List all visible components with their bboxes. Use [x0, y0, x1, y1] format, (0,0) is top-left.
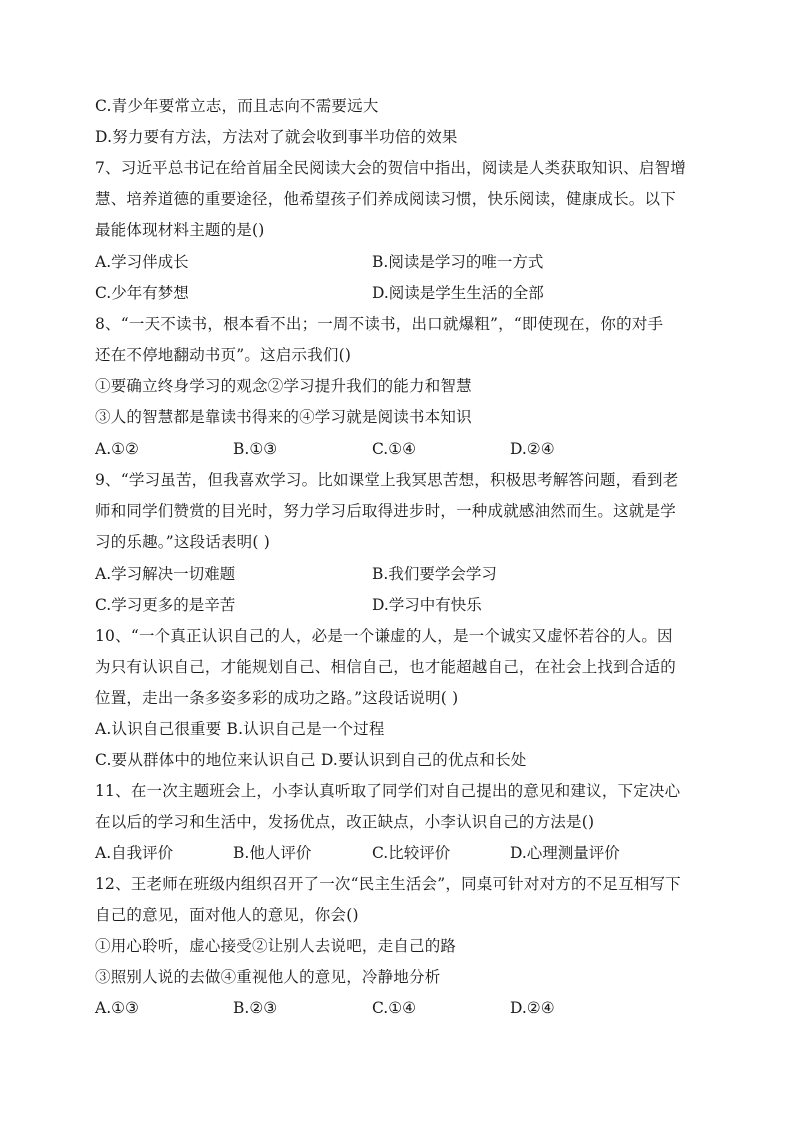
q8-statement-line-1: ①要确立终身学习的观念②学习提升我们的能力和智慧	[95, 377, 472, 395]
q8-statement-line-2: ③人的智慧都是靠读书得来的④学习就是阅读书本知识	[95, 408, 472, 426]
q11-stem-line-2: 在以后的学习和生活中，发扬优点，改正缺点，小李认识自己的方法是()	[95, 813, 595, 831]
q7-option-a: A.学习伴成长	[95, 253, 189, 271]
q8-stem-line-1: 8、“一天不读书，根本看不出；一周不读书，出口就爆粗”，“即使现在，你的对手	[95, 315, 664, 333]
q9-stem-line-1: 9、“学习虽苦，但我喜欢学习。比如课堂上我冥思苦想，积极思考解答问题，看到老	[95, 471, 679, 489]
q7-stem-line-2: 慧、培养道德的重要途径，他希望孩子们养成阅读习惯，快乐阅读，健康成长。以下	[95, 190, 676, 208]
q11-stem-line-1: 11、在一次主题班会上，小李认真听取了同学们对自己提出的意见和建议，下定决心	[95, 782, 681, 800]
q11-option-c: C.比较评价	[372, 844, 451, 862]
q8-option-a: A.①②	[95, 440, 139, 458]
q8-stem-line-2: 还在不停地翻动书页”。这启示我们()	[95, 346, 352, 364]
q12-option-c: C.①④	[372, 999, 417, 1017]
q12-stem-line-2: 自己的意见，面对他人的意见，你会()	[95, 906, 359, 924]
q9-stem-line-2: 师和同学们赞赏的目光时，努力学习后取得进步时，一种成就感油然而生。这就是学	[95, 502, 676, 520]
q12-option-a: A.①③	[95, 999, 139, 1017]
q12-option-d: D.②④	[510, 999, 555, 1017]
q10-options-line-1: A.认识自己很重要 B.认识自己是一个过程	[95, 720, 385, 738]
q11-option-b: B.他人评价	[233, 844, 312, 862]
prev-option-c: C.青少年要常立志，而且志向不需要远大	[95, 97, 379, 115]
q8-option-c: C.①④	[372, 440, 417, 458]
q10-stem-line-1: 10、“一个真正认识自己的人，必是一个谦虚的人，是一个诚实又虚怀若谷的人。因	[95, 627, 673, 645]
q9-option-b: B.我们要学会学习	[372, 565, 497, 583]
q11-option-a: A.自我评价	[95, 844, 174, 862]
q12-stem-line-1: 12、王老师在班级内组织召开了一次“民主生活会”，同桌可针对对方的不足互相写下	[95, 875, 681, 893]
q9-option-c: C.学习更多的是辛苦	[95, 596, 236, 614]
q11-option-d: D.心理测量评价	[510, 844, 620, 862]
q9-option-a: A.学习解决一切难题	[95, 565, 236, 583]
q7-option-b: B.阅读是学习的唯一方式	[372, 253, 544, 271]
q7-stem-line-1: 7、习近平总书记在给首届全民阅读大会的贺信中指出，阅读是人类获取知识、启智增	[95, 159, 686, 177]
q8-option-d: D.②④	[510, 440, 555, 458]
q9-stem-line-3: 习的乐趣。”这段话表明( )	[95, 533, 270, 551]
q9-option-d: D.学习中有快乐	[372, 596, 482, 614]
q10-stem-line-2: 为只有认识自己，才能规划自己、相信自己，也才能超越自己，在社会上找到合适的	[95, 658, 676, 676]
q7-stem-line-3: 最能体现材料主题的是()	[95, 221, 265, 239]
prev-option-d: D.努力要有方法，方法对了就会收到事半功倍的效果	[95, 128, 458, 146]
q7-option-d: D.阅读是学生生活的全部	[372, 284, 544, 302]
q12-option-b: B.②③	[233, 999, 278, 1017]
q10-stem-line-3: 位置，走出一条多姿多彩的成功之路。”这段话说明( )	[95, 689, 459, 707]
q8-option-b: B.①③	[233, 440, 278, 458]
q12-statement-line-2: ③照别人说的去做④重视他人的意见，冷静地分析	[95, 968, 441, 986]
q10-options-line-2: C.要从群体中的地位来认识自己 D.要认识到自己的优点和长处	[95, 751, 527, 769]
q7-option-c: C.少年有梦想	[95, 284, 189, 302]
q12-statement-line-1: ①用心聆听，虚心接受②让别人去说吧，走自己的路	[95, 937, 457, 955]
